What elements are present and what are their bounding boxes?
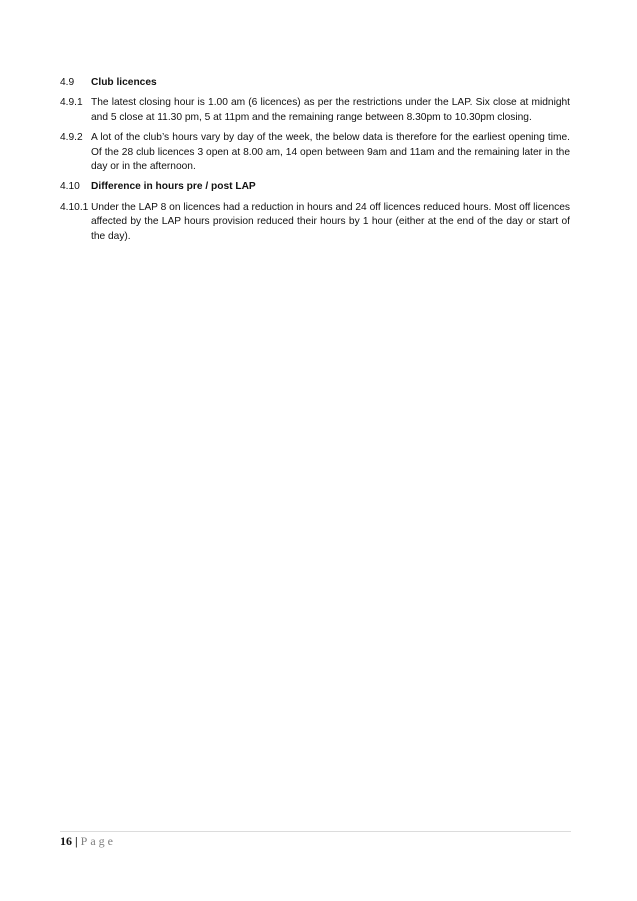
section-number: 4.9 xyxy=(60,77,75,88)
section-number: 4.10 xyxy=(60,181,80,193)
section-heading-club-licences xyxy=(60,76,570,90)
paragraph-number: 4.9.1 xyxy=(60,97,83,109)
paragraph-number: 4.9.2 xyxy=(60,132,83,144)
document-body xyxy=(60,76,570,250)
footer-separator: | xyxy=(75,834,78,848)
paragraph-text: Under the LAP 8 on licences had a reduction in hours and 24 off licences reduced hours. Most off licences affected by the LAP hours provision reduced their hours by 1 hour (either at the end of the day or start of the day). xyxy=(91,201,570,242)
paragraph-4-9-1 xyxy=(60,96,570,125)
paragraph-4-9-2 xyxy=(60,131,570,174)
paragraph-number: 4.10.1 xyxy=(60,201,89,213)
page-number: 16 xyxy=(60,834,72,848)
section-heading-difference-in-hours xyxy=(60,180,570,194)
footer-divider xyxy=(60,831,571,832)
section-title: Club licences xyxy=(91,77,157,88)
paragraph-text: A lot of the club’s hours vary by day of the week, the below data is therefore for the earliest opening time. Of the 28 club licences 3 open at 8.00 am, 14 open between 9am and 11am and the remaining later in the day or in the afternoon. xyxy=(91,132,570,173)
section-title: Difference in hours pre / post LAP xyxy=(91,181,256,193)
paragraph-text: The latest closing hour is 1.00 am (6 licences) as per the restrictions under the LAP. Six close at midnight and 5 close at 11.30 pm, 5 at 11pm and the remaining range between 8.30pm to 10.30pm closing. xyxy=(91,97,570,123)
page-footer xyxy=(60,834,116,849)
paragraph-4-10-1 xyxy=(60,201,570,244)
page-label: Page xyxy=(80,834,116,848)
